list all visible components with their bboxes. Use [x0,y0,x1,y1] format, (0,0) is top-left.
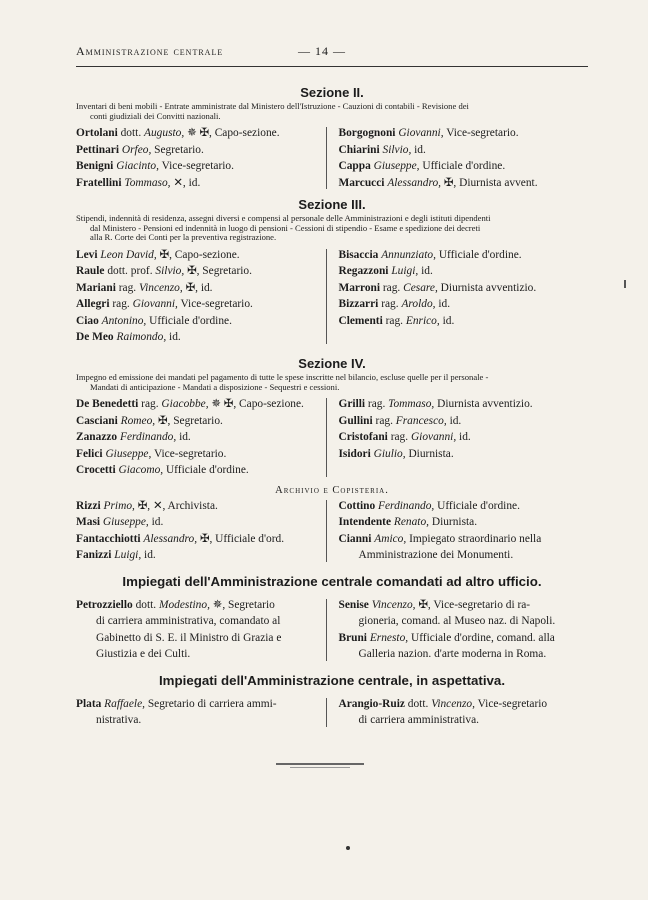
surname: Benigni [76,160,114,173]
section-description [76,373,588,392]
section-title: Impiegati dell'Amministrazione centrale comandati ad altro ufficio. [122,573,542,589]
given-name: Romeo, [120,414,156,427]
surname: Arangio-Ruiz [338,697,405,710]
role: ✠, Segretario. [155,414,223,427]
section-description [76,214,588,243]
section-description [76,102,588,121]
given-name: Giulio, [373,447,406,460]
staff-columns [76,247,588,346]
section-title: Impiegati dell'Amministrazione centrale, in aspettativa. [158,672,506,688]
role: id. [446,414,462,427]
surname: Regazzoni [338,265,389,278]
title: dott. [404,697,432,710]
surname: Felici [76,447,103,460]
staff-entry [76,247,326,264]
given-name: Antonino, [101,314,147,327]
title: rag. [382,314,406,327]
surname: Clementi [338,314,383,327]
staff-entry [338,597,588,630]
role: id. [176,431,191,444]
running-head-title: Amministrazione centrale [76,44,224,58]
surname: Fratellini [76,176,122,189]
role: id. [435,298,451,311]
staff-entry [76,514,326,531]
given-name: Tommaso, [124,176,171,189]
ink-dot [346,846,350,850]
staff-entry [338,296,588,313]
staff-entry [338,263,588,280]
surname: De Benedetti [76,398,139,411]
staff-entry [338,313,588,330]
surname: Casciani [76,414,118,427]
right-column [326,498,588,564]
title: rag. [378,298,402,311]
staff-entry [76,498,326,515]
role: ✠, id. [182,281,213,294]
role: id. [166,331,181,344]
role: id. [148,516,164,529]
left-column [76,247,326,346]
surname: Ciao [76,314,99,327]
given-name: Alessandro, [387,176,441,189]
staff-entry [76,597,326,663]
role: ✠, Diurnista avvent. [441,176,538,189]
staff-entry [338,396,588,413]
surname: Allegri [76,298,110,311]
role: Ufficiale d'ordine, comand. alla [408,631,555,644]
right-column [326,396,588,479]
surname: Mariani [76,281,116,294]
title: rag. [138,398,162,411]
role: Impiegato straordinario nella [406,532,542,545]
staff-entry [338,531,588,564]
section-aspettativa [76,673,588,729]
staff-entry [338,696,588,729]
given-name: Vincenzo, [371,598,416,611]
staff-entry [76,396,326,413]
role: Diurnista avventizio. [437,281,537,294]
title: dott. [132,598,159,611]
title: rag. [109,298,133,311]
given-name: Giuseppe, [105,447,152,460]
role: ✕, id. [170,176,201,189]
given-name: Silvio, [155,265,185,278]
surname: Rizzi [76,499,101,512]
given-name: Vincenzo, [138,281,183,294]
surname: Senise [338,598,369,611]
desc-line: alla R. Corte dei Conti per la preventiva registrazione. [90,232,277,243]
right-column [326,597,588,663]
page-number: — 14 — [298,44,346,58]
role: Vice-segretario. [151,447,227,460]
right-column [326,125,588,191]
surname: Fantacchiotti [76,532,141,545]
role: id. [418,265,433,278]
staff-entry [338,125,588,142]
staff-entry [338,630,588,663]
surname: Cristofani [338,431,388,444]
desc-line: Stipendi, indennità di residenza, assegni diversi e compensi al personale delle Amministrazioni e degli istituti dipendenti [76,213,491,224]
given-name: Ferdinando, [120,431,177,444]
entry-continuation: di carriera amministrativa. [358,714,479,727]
given-name: Ernesto, [369,631,409,644]
title: rag. [365,398,389,411]
surname: Zanazzo [76,431,118,444]
desc-line: dal Ministero - Pensioni ed indennità in luogo di pensioni - Cessioni di stipendio - Esame e spedizione dei decreti [90,222,481,233]
surname: Intendente [338,516,392,529]
staff-entry [338,514,588,531]
given-name: Augusto, [144,127,185,140]
staff-entry [76,531,326,548]
staff-entry [76,413,326,430]
left-column [76,696,326,729]
entry-continuation: Gabinetto di S. E. il Ministro di Grazia e [96,631,282,644]
section-title: Sezione II. [300,85,364,100]
left-column [76,597,326,663]
role: Diurnista. [405,447,454,460]
given-name: Luigi, [391,265,419,278]
given-name: Giacobbe, [161,398,209,411]
surname: Fanizzi [76,549,112,562]
role: ✵, Segretario [209,598,275,611]
staff-entry [338,429,588,446]
given-name: Raffaele, [104,697,145,710]
staff-columns [76,125,588,191]
staff-entry [76,696,326,729]
section-title: Archivio e Copisteria. [275,484,389,496]
given-name: Giacomo, [118,464,164,477]
desc-line: Inventari di beni mobili - Entrate amministrate dal Ministero dell'Istruzione - Cauzioni di contabili - Revisione dei [76,101,469,111]
staff-entry [338,175,588,192]
role: Segretario. [151,143,204,156]
role: Ufficiale d'ordine. [435,248,522,261]
right-column [326,247,588,346]
header-rule [76,66,588,67]
given-name: Modestino, [158,598,210,611]
staff-entry [76,280,326,297]
staff-entry [76,429,326,446]
staff-entry [76,175,326,192]
surname: Petrozziello [76,598,133,611]
title: rag. [372,414,396,427]
surname: Crocetti [76,464,116,477]
surname: De Meo [76,331,114,344]
desc-line: Mandati di anticipazione - Mandati a disposizione - Sequestri e cessioni. [90,381,340,392]
staff-columns [76,498,588,564]
staff-entry [338,413,588,430]
right-column [326,696,588,729]
surname: Bizzarri [338,298,379,311]
footer-rule [276,763,364,765]
surname: Cianni [338,532,372,545]
left-column [76,125,326,191]
surname: Levi [76,248,98,261]
surname: Cappa [338,160,371,173]
surname: Chiarini [338,143,380,156]
surname: Isidori [338,447,371,460]
given-name: Tommaso, [388,398,435,411]
given-name: Giuseppe, [102,516,149,529]
staff-columns [76,597,588,663]
entry-continuation: di carriera amministrativa, comandato al [96,615,281,628]
section-title: Sezione IV. [298,355,366,371]
role: ✠, ✕, Archivista. [134,499,218,512]
staff-entry [76,158,326,175]
role: Diurnista. [429,516,478,529]
given-name: Raimondo, [116,331,167,344]
staff-entry [76,446,326,463]
surname: Gullini [338,414,373,427]
staff-entry [76,142,326,159]
given-name: Leon David, [100,248,157,261]
role: id. [411,143,426,156]
role: Ufficiale d'ordine. [419,160,506,173]
staff-entry [76,329,326,346]
role: Vice-segretario. [158,160,234,173]
staff-entry [76,547,326,564]
given-name: Orfeo, [121,143,152,156]
given-name: Vincenzo, [431,697,475,710]
surname: Pettinari [76,143,120,156]
staff-entry [76,313,326,330]
role: id. [439,314,455,327]
title: rag. [380,281,404,294]
section-iii [76,197,588,346]
section-archivio [76,485,588,564]
title: rag. [115,281,139,294]
given-name: Renato, [393,516,429,529]
surname: Masi [76,516,101,529]
margin-mark [624,280,626,288]
surname: Ortolani [76,127,118,140]
role: Vice-segretario. [177,298,253,311]
staff-columns [76,696,588,729]
entry-continuation: Galleria nazion. d'arte moderna in Roma. [358,648,547,661]
given-name: Amico, [374,532,407,545]
footer-rule-thin [290,767,350,768]
staff-entry [76,125,326,142]
given-name: Annunziato, [381,248,436,261]
given-name: Giovanni, [132,298,178,311]
given-name: Ferdinando, [378,499,435,512]
document-page [76,44,588,729]
given-name: Giovanni, [410,431,457,444]
role: Segretario di carriera ammi- [144,697,277,710]
given-name: Cesare, [403,281,438,294]
role: Diurnista avventizio. [434,398,533,411]
entry-continuation: Giustizia e dei Culti. [96,648,191,661]
running-head [76,44,588,66]
entry-continuation: Amministrazione dei Monumenti. [358,549,514,562]
given-name: Alessandro, [143,532,198,545]
surname: Plata [76,697,102,710]
given-name: Primo, [103,499,135,512]
left-column [76,396,326,479]
surname: Borgognoni [338,127,396,140]
desc-line: conti giudiziali dei Convitti nazionali. [90,110,221,121]
role: ✠, Capo-sezione. [156,248,240,261]
title: dott. [117,127,145,140]
section-iv [76,356,588,479]
staff-entry [76,263,326,280]
role: Vice-segretario [474,697,548,710]
surname: Marroni [338,281,381,294]
given-name: Francesco, [395,414,447,427]
entry-continuation: nistrativa. [96,714,142,727]
role: ✠, Segretario. [184,265,252,278]
staff-entry [338,498,588,515]
title: rag. [387,431,411,444]
staff-entry [338,280,588,297]
title: dott. prof. [104,265,156,278]
role: ✠, Ufficiale d'ord. [197,532,285,545]
staff-entry [338,158,588,175]
role: ✵ ✠, Capo-sezione. [208,398,304,411]
role: id. [141,549,156,562]
given-name: Enrico, [405,314,440,327]
surname: Cottino [338,499,376,512]
section-ii [76,85,588,191]
desc-line: Impegno ed emissione dei mandati pel pagamento di tutte le spese inscritte nel bilancio, escluse quelle per il personale - [76,371,489,382]
staff-entry [338,142,588,159]
surname: Bruni [338,631,367,644]
surname: Raule [76,265,105,278]
left-column [76,498,326,564]
role: ✵ ✠, Capo-sezione. [184,127,280,140]
given-name: Giovanni, [398,127,444,140]
staff-entry [76,296,326,313]
given-name: Giacinto, [116,160,159,173]
given-name: Aroldo, [401,298,436,311]
staff-entry [338,446,588,463]
given-name: Giuseppe, [373,160,420,173]
role: Ufficiale d'ordine. [163,464,249,477]
surname: Grilli [338,398,366,411]
role: id. [456,431,471,444]
role: Ufficiale d'ordine. [146,314,232,327]
section-comandati [76,574,588,663]
role: ✠, Vice-segretario di ra- [415,598,531,611]
staff-entry [76,462,326,479]
given-name: Luigi, [114,549,142,562]
surname: Marcucci [338,176,385,189]
section-title: Sezione III. [298,197,366,213]
role: Vice-segretario. [443,127,519,140]
role: Ufficiale d'ordine. [434,499,520,512]
surname: Bisaccia [338,248,379,261]
staff-columns [76,396,588,479]
entry-continuation: gioneria, comand. al Museo naz. di Napoli. [358,615,556,628]
staff-entry [338,247,588,264]
given-name: Silvio, [382,143,412,156]
